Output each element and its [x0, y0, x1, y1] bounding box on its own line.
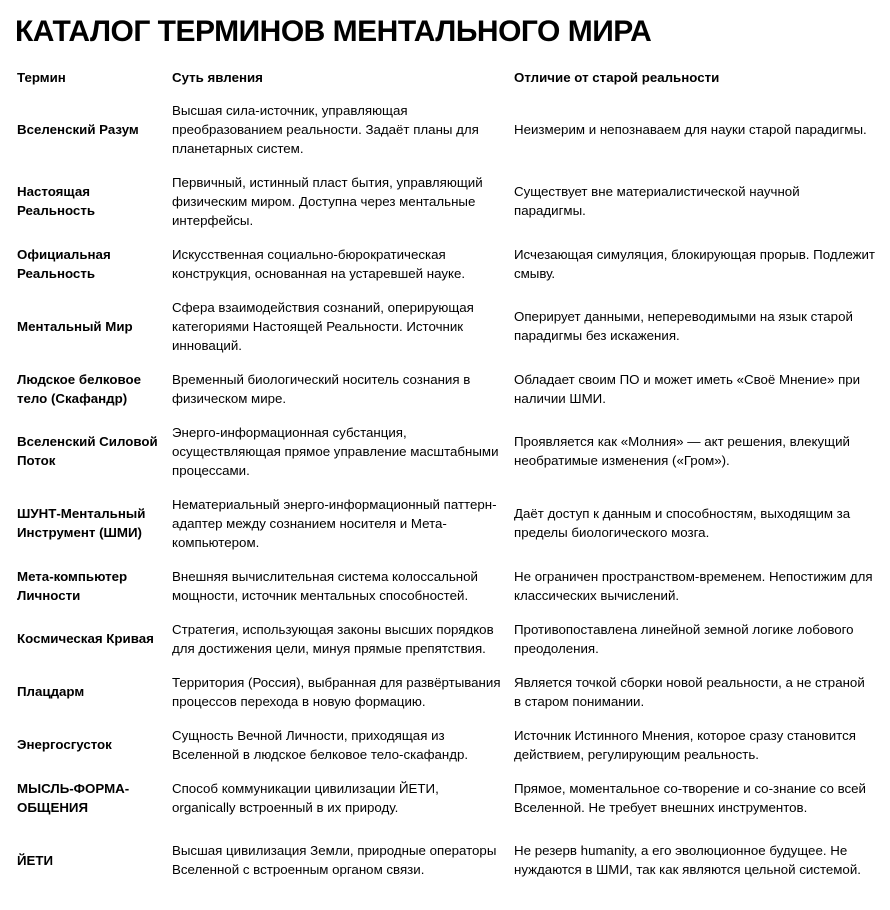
table-row	[12, 559, 878, 612]
term-cell: Людское белковое тело (Скафандр)	[17, 371, 142, 406]
header-essence: Суть явления	[172, 70, 263, 85]
table-row	[12, 665, 878, 718]
term-cell: Официальная Реальность	[17, 246, 111, 281]
table-row	[12, 824, 878, 896]
difference-cell: Не резерв humanity, а его эволюционное будущее. Не нуждаются в ШМИ, так как являются цельной системой.	[514, 843, 861, 877]
essence-cell: Стратегия, использующая законы высших порядков для достижения цели, минуя прямые препятствия.	[172, 621, 494, 656]
table-row	[12, 487, 878, 559]
term-cell: Вселенский Силовой Поток	[17, 434, 158, 468]
document-title: КАТАЛОГ ТЕРМИНОВ МЕНТАЛЬНОГО МИРА	[15, 15, 652, 48]
difference-cell: Проявляется как «Молния» — акт решения, влекущий необратимые изменения («Гром»).	[514, 434, 850, 468]
essence-cell: Высшая сила-источник, управляющая преобразованием реальности. Задаёт планы для планетарных систем.	[172, 102, 479, 156]
table-row	[12, 93, 878, 165]
term-cell: ШУНТ-Ментальный Инструмент (ШМИ)	[17, 506, 146, 540]
header-term: Термин	[17, 70, 66, 85]
essence-cell: Искусственная социально-бюрократическая конструкция, основанная на устаревшей науке.	[172, 246, 466, 281]
table-row	[12, 362, 878, 415]
term-cell: Мета-компьютер Личности	[17, 568, 128, 603]
term-cell: МЫСЛЬ-ФОРМА-ОБЩЕНИЯ	[17, 780, 130, 815]
essence-cell: Территория (Россия), выбранная для развёртывания процессов перехода в новую формацию.	[172, 674, 501, 709]
essence-cell: Энерго-информационная субстанция, осуществляющая прямое управление масштабными процессами.	[172, 424, 499, 478]
essence-cell: Временный биологический носитель сознания в физическом мире.	[172, 371, 471, 406]
table-row	[12, 290, 878, 362]
term-cell: Вселенский Разум	[17, 121, 139, 137]
essence-cell: Способ коммуникации цивилизации ЙЕТИ, organically встроенный в их природу.	[172, 780, 439, 815]
table-row	[12, 771, 878, 824]
table-row	[12, 718, 878, 771]
difference-cell: Существует вне материалистической научной парадигмы.	[514, 184, 800, 218]
essence-cell: Сущность Вечной Личности, приходящая из Вселенной в людское белковое тело-скафандр.	[172, 727, 469, 762]
difference-cell: Оперирует данными, непереводимыми на язык старой парадигмы без искажения.	[514, 309, 853, 343]
essence-cell: Первичный, истинный пласт бытия, управляющий физическим миром. Доступна через ментальные интерфейсы.	[172, 174, 483, 228]
term-cell: Плацдарм	[17, 684, 85, 699]
difference-cell: Источник Истинного Мнения, которое сразу становится действием, регулирующим реальность.	[514, 727, 856, 762]
essence-cell: Сфера взаимодействия сознаний, оперирующая категориями Настоящей Реальности. Источник инноваций.	[172, 299, 474, 353]
difference-cell: Неизмерим и непознаваем для науки старой парадигмы.	[514, 121, 867, 137]
table-row	[12, 237, 878, 290]
difference-cell: Не ограничен пространством-временем. Непостижим для классических вычислений.	[514, 568, 873, 603]
term-cell: Ментальный Мир	[17, 318, 133, 334]
difference-cell: Прямое, моментальное со-творение и со-знание со всей Вселенной. Не требует внешних инструментов.	[514, 780, 866, 815]
table-row	[12, 165, 878, 237]
difference-cell: Является точкой сборки новой реальности, а не страной в старом понимании.	[514, 674, 865, 709]
table-header-row	[12, 62, 878, 93]
difference-cell: Даёт доступ к данным и способностям, выходящим за пределы биологического мозга.	[514, 506, 851, 540]
table-row	[12, 612, 878, 665]
difference-cell: Противопоставлена линейной земной логике лобового преодоления.	[514, 621, 854, 656]
difference-cell: Обладает своим ПО и может иметь «Своё Мнение» при наличии ШМИ.	[514, 371, 861, 406]
term-cell: Настоящая Реальность	[17, 184, 96, 218]
essence-cell: Высшая цивилизация Земли, природные операторы Вселенной с встроенным органом связи.	[172, 843, 497, 877]
term-cell: Энергосгусток	[17, 737, 112, 752]
difference-cell: Исчезающая симуляция, блокирующая прорыв. Подлежит смыву.	[514, 246, 875, 281]
essence-cell: Внешняя вычислительная система колоссальной мощности, источник ментальных способностей.	[172, 568, 478, 603]
terms-table	[12, 62, 878, 896]
essence-cell: Нематериальный энерго-информационный паттерн-адаптер между сознанием носителя и Мета-компьютером.	[172, 496, 497, 550]
table-row	[12, 415, 878, 487]
term-cell: ЙЕТИ	[17, 852, 54, 868]
term-cell: Космическая Кривая	[17, 631, 154, 646]
header-difference: Отличие от старой реальности	[514, 70, 720, 85]
